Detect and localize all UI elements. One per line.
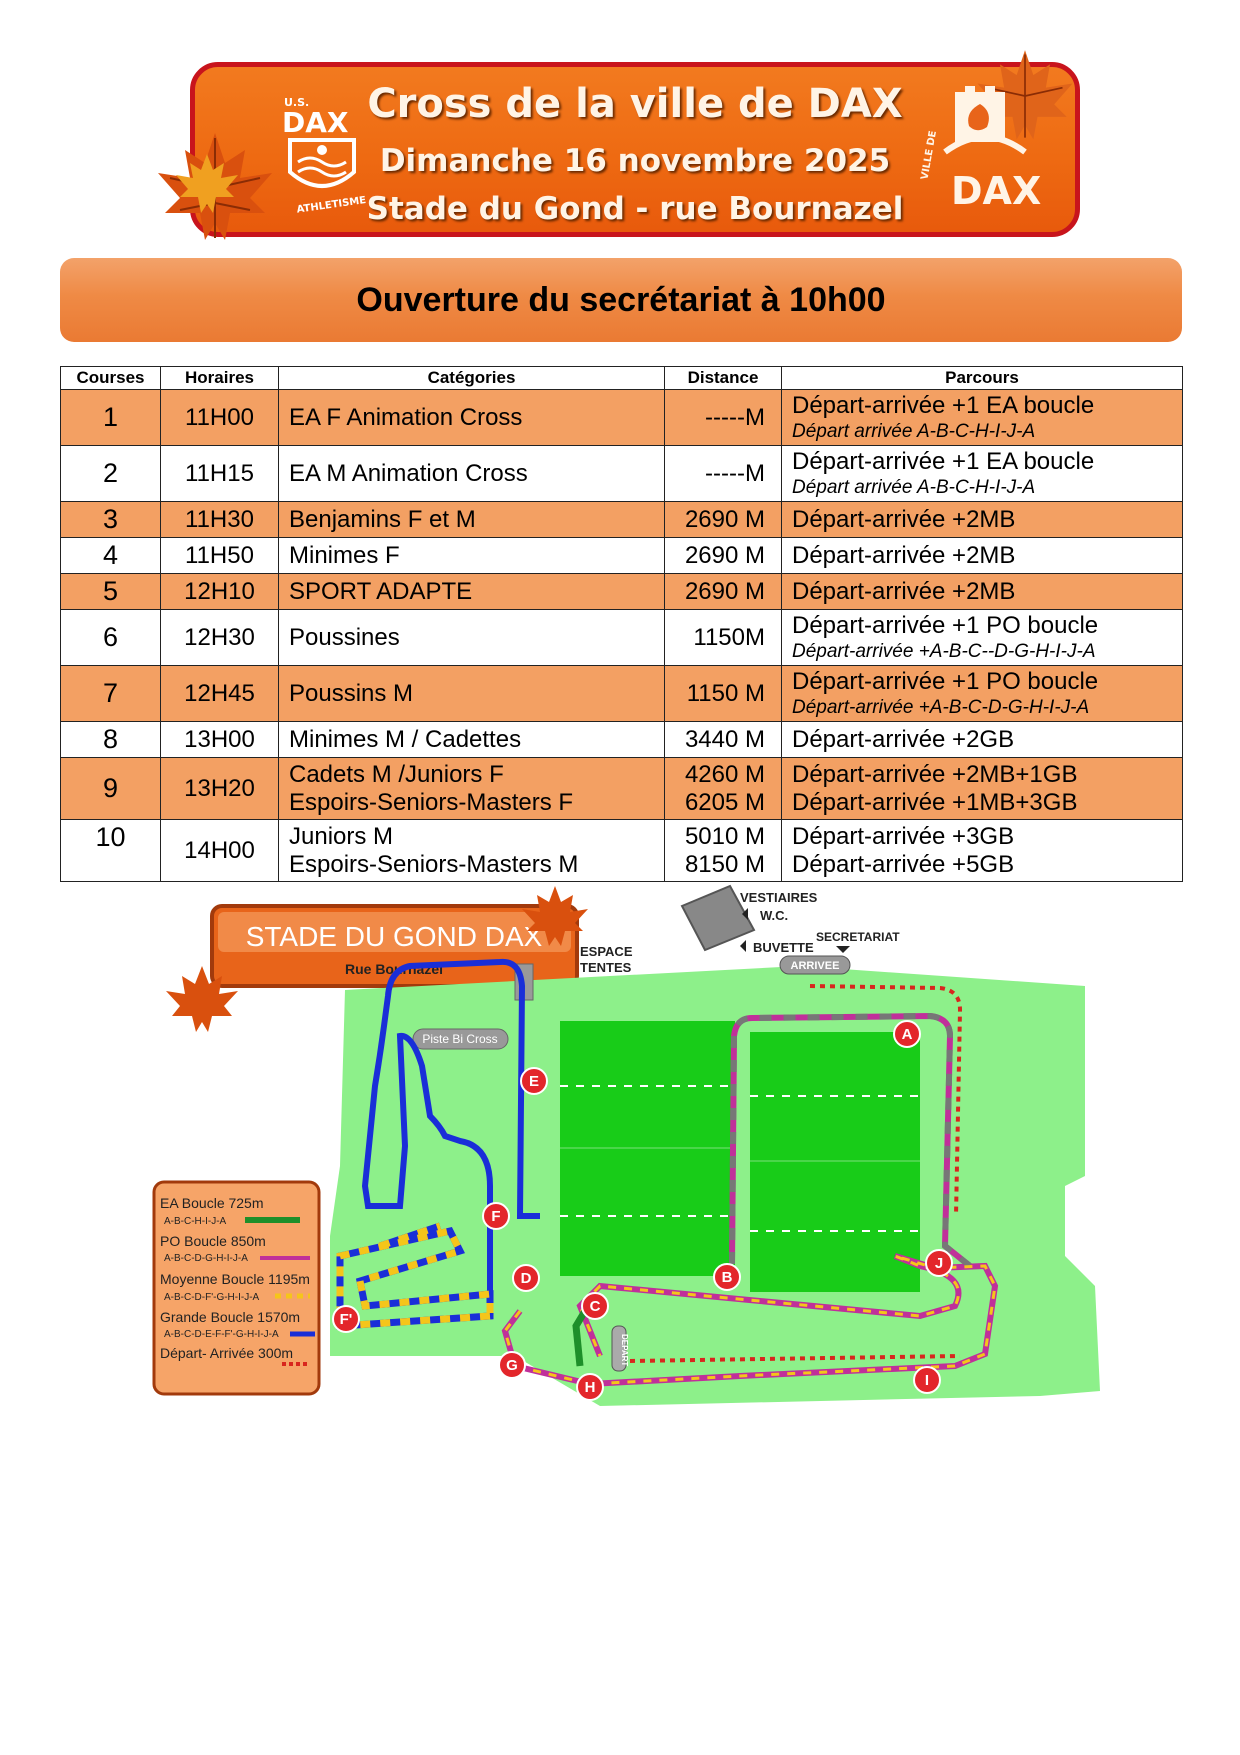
schedule-table xyxy=(60,366,1183,882)
course-time: 13H20 xyxy=(161,758,279,820)
distance-line: 6205 M xyxy=(684,788,765,816)
course-distance xyxy=(665,758,782,820)
label-depart: DEPART xyxy=(620,1334,629,1367)
table-row xyxy=(61,574,1183,610)
logo-ville-dax-text: DAX xyxy=(951,169,1042,213)
course-distance: -----M xyxy=(665,390,782,446)
logo-dax-text: DAX xyxy=(282,106,349,139)
checkpoint-d xyxy=(513,1265,539,1291)
course-parcours xyxy=(782,446,1183,502)
legend-grande-route: A-B-C-D-E-F-F'-G-H-I-J-A xyxy=(164,1329,279,1340)
svg-text:B: B xyxy=(721,1269,733,1286)
course-parcours: Départ-arrivée +2MB xyxy=(782,502,1183,538)
table-row xyxy=(61,538,1183,574)
course-category: Benjamins F et M xyxy=(279,502,665,538)
course-map xyxy=(160,886,1160,1606)
course-number: 7 xyxy=(61,666,161,722)
checkpoint-h xyxy=(577,1374,603,1400)
table-row xyxy=(61,610,1183,666)
category-line: Cadets M /Juniors F xyxy=(289,760,504,788)
course-time: 14H00 xyxy=(161,820,279,882)
table-row xyxy=(61,758,1183,820)
course-time: 13H00 xyxy=(161,722,279,758)
checkpoint-i xyxy=(914,1367,940,1393)
parcours-text: Départ-arrivée +1 EA boucle xyxy=(792,392,1095,419)
course-time: 12H45 xyxy=(161,666,279,722)
parcours-route: Départ arrivée A-B-C-H-I-J-A xyxy=(792,477,1036,498)
course-number: 10 xyxy=(61,820,161,882)
label-secretariat: SECRETARIAT xyxy=(816,930,900,944)
map-subtitle: Rue Bournazel xyxy=(344,961,444,977)
course-category: Minimes F xyxy=(279,538,665,574)
label-piste-bicross: Piste Bi Cross xyxy=(422,1032,498,1046)
course-parcours xyxy=(782,610,1183,666)
category-line: Juniors M xyxy=(289,822,394,850)
course-number: 5 xyxy=(61,574,161,610)
course-distance: 2690 M xyxy=(665,574,782,610)
header-horaires: Horaires xyxy=(161,367,279,390)
course-number: 6 xyxy=(61,610,161,666)
svg-text:D: D xyxy=(520,1270,532,1287)
course-parcours xyxy=(782,758,1183,820)
table-row xyxy=(61,446,1183,502)
checkpoint-e xyxy=(521,1068,547,1094)
parcours-route: Départ-arrivée +A-B-C--D-G-H-I-J-A xyxy=(792,641,1096,662)
course-parcours xyxy=(782,390,1183,446)
svg-text:E: E xyxy=(528,1073,540,1090)
course-category xyxy=(279,758,665,820)
table-row xyxy=(61,820,1183,882)
course-number: 3 xyxy=(61,502,161,538)
svg-text:A: A xyxy=(901,1026,913,1043)
label-buvette: BUVETTE xyxy=(753,940,814,955)
svg-text:G: G xyxy=(506,1357,518,1374)
parcours-text: Départ-arrivée +2MB+1GB xyxy=(792,760,1078,788)
legend-grande-name: Grande Boucle 1570m xyxy=(160,1309,301,1325)
parcours-text: Départ-arrivée +3GB xyxy=(792,822,1015,850)
legend-po-route: A-B-C-D-G-H-I-J-A xyxy=(164,1253,248,1264)
label-vestiaires: VESTIAIRES xyxy=(740,890,818,905)
svg-text:I: I xyxy=(924,1372,930,1389)
event-date: Dimanche 16 novembre 2025 xyxy=(379,143,891,179)
course-category xyxy=(279,820,665,882)
legend-ea-name: EA Boucle 725m xyxy=(160,1195,264,1211)
event-place: Stade du Gond - rue Bournazel xyxy=(366,191,904,227)
course-parcours: Départ-arrivée +2MB xyxy=(782,574,1183,610)
course-category: Minimes M / Cadettes xyxy=(279,722,665,758)
legend-moyenne-name: Moyenne Boucle 1195m xyxy=(160,1271,310,1287)
label-arrivee: ARRIVEE xyxy=(790,960,840,972)
table-header-row xyxy=(61,367,1183,390)
label-espace: ESPACE xyxy=(580,944,633,959)
course-category: EA F Animation Cross xyxy=(279,390,665,446)
ville-de-dax-logo xyxy=(919,82,1045,222)
legend-ea-route: A-B-C-H-I-J-A xyxy=(164,1216,227,1227)
course-parcours xyxy=(782,820,1183,882)
category-line: Espoirs-Seniors-Masters F xyxy=(289,788,574,816)
distance-line: 4260 M xyxy=(684,760,765,788)
parcours-route: Départ-arrivée +A-B-C-D-G-H-I-J-A xyxy=(792,697,1090,718)
checkpoint-b xyxy=(714,1264,740,1290)
distance-line: 5010 M xyxy=(684,822,765,850)
legend-moyenne-route: A-B-C-D-F'-G-H-I-J-A xyxy=(164,1292,260,1303)
course-time: 11H50 xyxy=(161,538,279,574)
legend-po-name: PO Boucle 850m xyxy=(160,1233,266,1249)
event-title: Cross de la ville de DAX xyxy=(367,81,903,127)
checkpoint-a xyxy=(894,1021,920,1047)
checkpoint-c xyxy=(582,1293,608,1319)
parcours-text: Départ-arrivée +1 EA boucle xyxy=(792,448,1095,475)
header-distance: Distance xyxy=(665,367,782,390)
table-row xyxy=(61,502,1183,538)
checkpoint-f xyxy=(483,1203,509,1229)
label-wc: W.C. xyxy=(760,908,789,923)
course-distance: 3440 M xyxy=(665,722,782,758)
distance-line: 8150 M xyxy=(684,850,765,878)
map-title: STADE DU GOND DAX xyxy=(245,921,543,952)
category-line: Espoirs-Seniors-Masters M xyxy=(289,850,579,878)
course-time: 11H30 xyxy=(161,502,279,538)
svg-text:J: J xyxy=(934,1255,944,1272)
svg-text:H: H xyxy=(584,1379,596,1396)
table-row xyxy=(61,722,1183,758)
table-row xyxy=(61,666,1183,722)
legend-depart-name: Départ- Arrivée 300m xyxy=(160,1345,294,1361)
parcours-text: Départ-arrivée +5GB xyxy=(792,850,1015,878)
secretariat-text: Ouverture du secrétariat à 10h00 xyxy=(356,280,886,319)
course-distance: 2690 M xyxy=(665,502,782,538)
football-pitch xyxy=(750,1032,920,1292)
header-courses: Courses xyxy=(61,367,161,390)
parcours-text: Départ-arrivée +1 PO boucle xyxy=(792,612,1099,639)
course-distance: 1150M xyxy=(665,610,782,666)
course-distance: 1150 M xyxy=(665,666,782,722)
parcours-text: Départ-arrivée +1MB+3GB xyxy=(792,788,1078,816)
course-distance: -----M xyxy=(665,446,782,502)
header-parcours: Parcours xyxy=(782,367,1183,390)
parcours-text: Départ-arrivée +1 PO boucle xyxy=(792,668,1099,695)
course-number: 2 xyxy=(61,446,161,502)
course-time: 11H15 xyxy=(161,446,279,502)
parcours-route: Départ arrivée A-B-C-H-I-J-A xyxy=(792,421,1036,442)
svg-text:F: F xyxy=(491,1208,501,1225)
logo-us-text: U.S. xyxy=(284,96,310,109)
checkpoint-j xyxy=(926,1250,952,1276)
checkpoint-g xyxy=(499,1352,525,1378)
header-categories: Catégories xyxy=(279,367,665,390)
svg-text:F': F' xyxy=(339,1311,353,1328)
logo-ville-text: VILLE DE xyxy=(919,129,939,181)
course-number: 4 xyxy=(61,538,161,574)
course-number: 9 xyxy=(61,758,161,820)
checkpoint-f-prime xyxy=(333,1306,359,1332)
course-category: EA M Animation Cross xyxy=(279,446,665,502)
course-distance: 2690 M xyxy=(665,538,782,574)
course-parcours xyxy=(782,666,1183,722)
logo-athletisme-text: ATHLETISME xyxy=(296,195,367,216)
course-time: 12H10 xyxy=(161,574,279,610)
course-category: Poussins M xyxy=(279,666,665,722)
course-time: 11H00 xyxy=(161,390,279,446)
course-parcours: Départ-arrivée +2MB xyxy=(782,538,1183,574)
course-parcours: Départ-arrivée +2GB xyxy=(782,722,1183,758)
svg-text:C: C xyxy=(589,1298,601,1315)
course-number: 8 xyxy=(61,722,161,758)
course-category: Poussines xyxy=(279,610,665,666)
course-number: 1 xyxy=(61,390,161,446)
course-category: SPORT ADAPTE xyxy=(279,574,665,610)
us-dax-athletisme-logo xyxy=(270,92,390,216)
maple-leaf-icon xyxy=(172,150,242,220)
course-time: 12H30 xyxy=(161,610,279,666)
secretariat-banner xyxy=(60,258,1182,342)
course-distance xyxy=(665,820,782,882)
map-legend xyxy=(154,1182,319,1394)
label-tentes: TENTES xyxy=(580,960,632,975)
table-row xyxy=(61,390,1183,446)
